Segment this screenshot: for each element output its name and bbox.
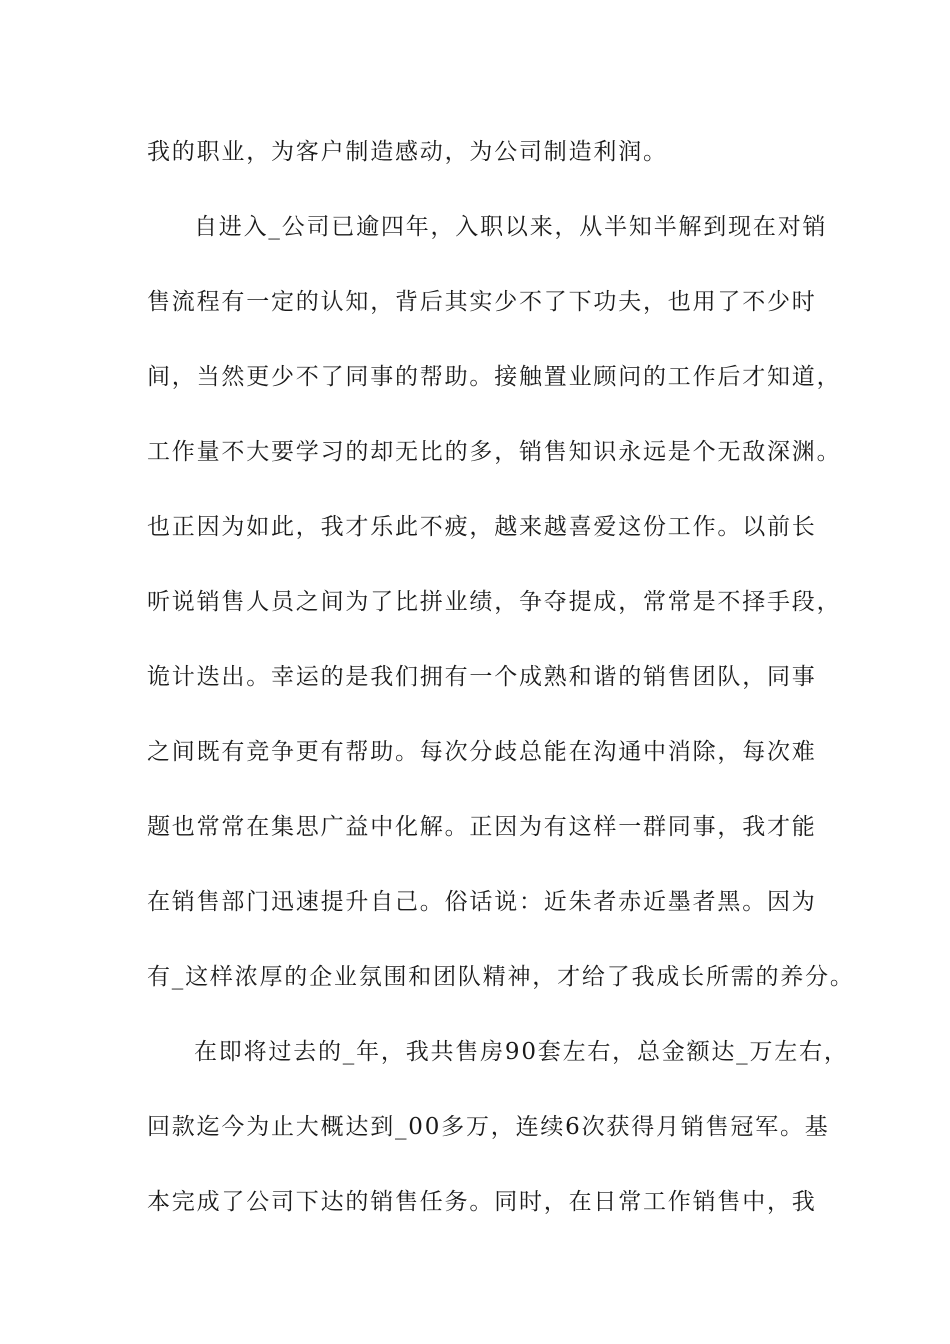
text-line: 我的职业，为客户制造感动，为公司制造利润。 <box>147 139 668 165</box>
text-line: 之间既有竞争更有帮助。每次分歧总能在沟通中消除，每次难 <box>147 739 817 765</box>
text-line: 售流程有一定的认知，背后其实少不了下功夫，也用了不少时 <box>147 289 817 315</box>
text-line: 诡计迭出。幸运的是我们拥有一个成熟和谐的销售团队，同事 <box>147 664 817 690</box>
text-line: 有_这样浓厚的企业氛围和团队精神，才给了我成长所需的养分。 <box>147 964 855 990</box>
text-line: 听说销售人员之间为了比拼业绩，争夺提成，常常是不择手段， <box>147 589 842 615</box>
text-line: 在销售部门迅速提升自己。俗话说：近朱者赤近墨者黑。因为 <box>147 889 817 915</box>
text-line: 工作量不大要学习的却无比的多，销售知识永远是个无敌深渊。 <box>147 439 842 465</box>
text-line: 也正因为如此，我才乐此不疲，越来越喜爱这份工作。以前长 <box>147 514 817 540</box>
text-line: 题也常常在集思广益中化解。正因为有这样一群同事，我才能 <box>147 814 817 840</box>
paragraph-start-line: 在即将过去的_年，我共售房90套左右，总金额达_万左右， <box>194 1039 849 1065</box>
text-line: 本完成了公司下达的销售任务。同时，在日常工作销售中，我 <box>147 1189 817 1215</box>
paragraph-start-line: 自进入_公司已逾四年，入职以来，从半知半解到现在对销 <box>194 214 828 240</box>
text-line: 间，当然更少不了同事的帮助。接触置业顾问的工作后才知道， <box>147 364 842 390</box>
text-line: 回款迄今为止大概达到_00多万，连续6次获得月销售冠军。基 <box>147 1114 830 1140</box>
